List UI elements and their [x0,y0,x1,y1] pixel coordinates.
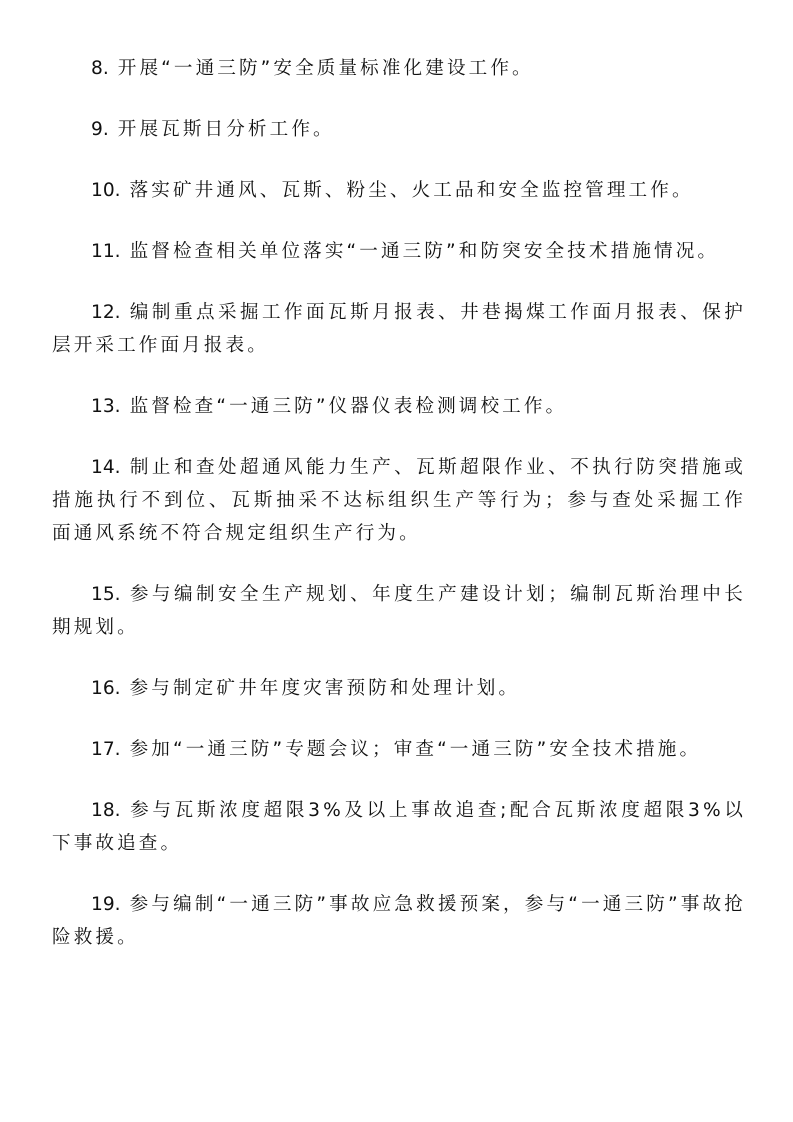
item-text: 参加“一通三防”专题会议；审查“一通三防”安全技术措施。 [129,739,702,760]
list-item [52,672,746,705]
item-number: 8. [91,58,109,79]
item-number: 11. [91,241,121,262]
item-number: 18. [91,800,121,821]
item-text: 开展“一通三防”安全质量标准化建设工作。 [117,58,534,79]
item-number: 10. [91,180,121,201]
list-item [52,794,746,860]
item-number: 19. [91,894,121,915]
item-number: 16. [91,678,121,699]
item-number: 15. [91,584,121,605]
item-number: 12. [91,302,121,323]
list-item [52,390,746,423]
item-text: 参与编制安全生产规划、年度生产建设计划；编制瓦斯治理中长期规划。 [52,584,746,638]
item-text: 制止和查处超通风能力生产、瓦斯超限作业、不执行防突措施或措施执行不到位、瓦斯抽采不达标组织生产等行为；参与查处采掘工作面通风系统不符合规定组织生产行为。 [52,457,746,544]
list-item [52,52,746,85]
item-text: 监督检查“一通三防”仪器仪表检测调校工作。 [129,396,568,417]
list-item [52,578,746,644]
item-text: 参与编制“一通三防”事故应急救援预案，参与“一通三防”事故抢险救援。 [52,894,746,948]
list-item [52,888,746,954]
item-text: 开展瓦斯日分析工作。 [117,119,335,140]
list-item [52,113,746,146]
item-number: 14. [91,457,121,478]
item-text: 参与制定矿井年度灾害预防和处理计划。 [129,678,521,699]
item-text: 参与瓦斯浓度超限3%及以上事故追查;配合瓦斯浓度超限3%以下事故追查。 [52,800,746,854]
list-item [52,733,746,766]
item-number: 13. [91,396,121,417]
list-item [52,174,746,207]
item-text: 监督检查相关单位落实“一通三防”和防突安全技术措施情况。 [129,241,720,262]
item-number: 17. [91,739,121,760]
list-item [52,296,746,362]
document-body [52,52,746,982]
list-item [52,235,746,268]
item-text: 落实矿井通风、瓦斯、粉尘、火工品和安全监控管理工作。 [129,180,694,201]
item-number: 9. [91,119,109,140]
item-text: 编制重点采掘工作面瓦斯月报表、井巷揭煤工作面月报表、保护层开采工作面月报表。 [52,302,746,356]
list-item [52,451,746,550]
